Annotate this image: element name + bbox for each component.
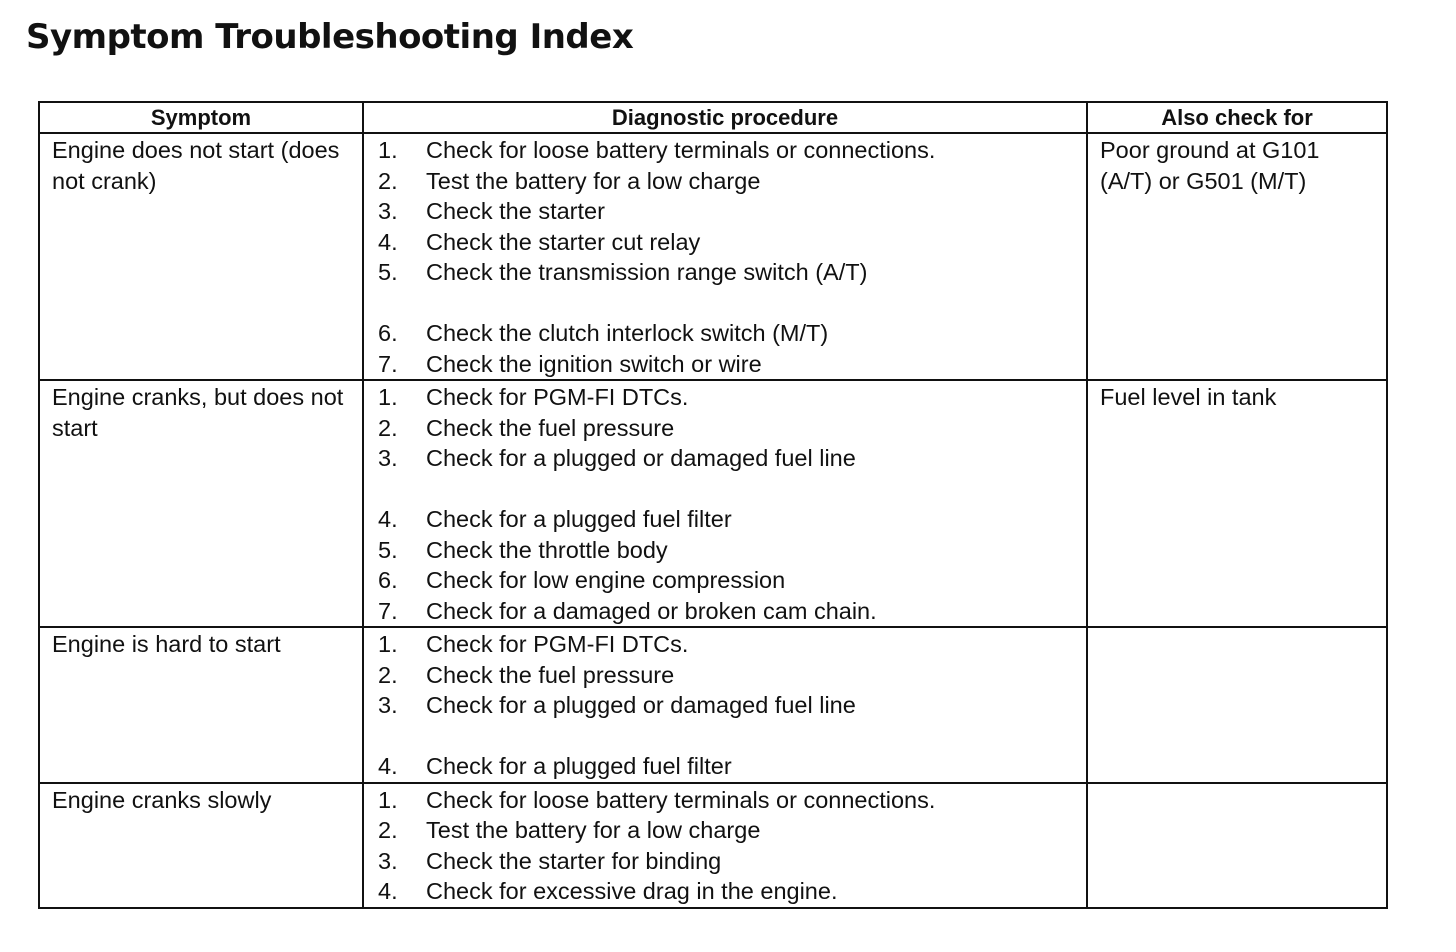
step-text: Check for a plugged or damaged fuel line xyxy=(426,445,856,471)
header-row xyxy=(39,102,1387,133)
procedure-cell xyxy=(363,380,1087,627)
step-text: Check for loose battery terminals or connections. xyxy=(426,786,936,813)
step-text: Check the clutch interlock switch (M/T) xyxy=(426,320,829,346)
procedure-step xyxy=(378,196,1082,227)
step-number: 1. xyxy=(378,137,398,163)
also-check-cell xyxy=(1087,627,1387,783)
procedure-step xyxy=(378,318,1082,349)
symptom-text: Engine cranks, but does not start xyxy=(52,384,344,441)
step-text: Check for a plugged or damaged fuel line xyxy=(426,692,856,718)
step-number: 1. xyxy=(378,631,398,657)
step-text: Check the starter cut relay xyxy=(426,228,701,255)
procedure-cell xyxy=(363,627,1087,783)
step-number: 2. xyxy=(378,414,398,441)
step-text: Test the battery for a low charge xyxy=(426,817,761,843)
step-number: 3. xyxy=(378,692,398,718)
procedure-cell xyxy=(363,783,1087,908)
step-text: Check for low engine compression xyxy=(426,567,786,593)
header-diagnostic-procedure: Diagnostic procedure xyxy=(363,102,1087,133)
step-number: 3. xyxy=(378,847,398,874)
symptom-text: Engine is hard to start xyxy=(52,631,281,657)
table-row xyxy=(39,627,1387,783)
step-number: 5. xyxy=(378,259,398,285)
step-number: 2. xyxy=(378,661,398,688)
header-symptom: Symptom xyxy=(39,102,363,133)
symptom-cell xyxy=(39,783,363,908)
procedure-step xyxy=(378,382,1082,413)
step-number: 7. xyxy=(378,350,398,377)
procedure-step xyxy=(378,876,1082,907)
step-number: 2. xyxy=(378,817,398,843)
step-text: Check the fuel pressure xyxy=(426,661,675,688)
procedure-step xyxy=(378,349,1082,380)
procedure-step xyxy=(378,565,1082,596)
page-title: Symptom Troubleshooting Index xyxy=(26,17,634,57)
procedure-step xyxy=(378,257,1082,288)
symptom-text: Engine does not start (does not crank) xyxy=(52,137,340,194)
procedure-step xyxy=(378,135,1082,166)
procedure-cell xyxy=(363,133,1087,380)
step-text: Check the starter for binding xyxy=(426,847,722,874)
step-text: Check for a plugged fuel filter xyxy=(426,506,732,532)
table-row xyxy=(39,380,1387,627)
step-number: 5. xyxy=(378,536,398,563)
step-number: 3. xyxy=(378,445,398,471)
step-text: Check for excessive drag in the engine. xyxy=(426,878,838,904)
procedure-step xyxy=(378,690,1082,721)
table-row xyxy=(39,133,1387,380)
also-check-cell xyxy=(1087,783,1387,908)
symptom-cell xyxy=(39,627,363,783)
procedure-step xyxy=(378,751,1082,782)
step-number: 1. xyxy=(378,384,398,410)
step-number: 4. xyxy=(378,878,398,904)
table-row xyxy=(39,783,1387,908)
troubleshooting-table xyxy=(38,101,1388,909)
procedure-step xyxy=(378,785,1082,816)
step-text: Check for PGM-FI DTCs. xyxy=(426,384,689,410)
also-check-cell xyxy=(1087,380,1387,627)
step-number: 3. xyxy=(378,198,398,224)
step-number: 6. xyxy=(378,567,398,593)
step-text: Check for a damaged or broken cam chain. xyxy=(426,597,877,624)
procedure-step xyxy=(378,660,1082,691)
step-text: Check the starter xyxy=(426,198,605,224)
header-also-check-for: Also check for xyxy=(1087,102,1387,133)
also-check-text: Poor ground at G101 (A/T) or G501 (M/T) xyxy=(1100,137,1320,194)
procedure-step xyxy=(378,504,1082,535)
procedure-step xyxy=(378,535,1082,566)
symptom-cell xyxy=(39,133,363,380)
procedure-step xyxy=(378,443,1082,474)
step-text: Check for PGM-FI DTCs. xyxy=(426,631,689,657)
step-number: 4. xyxy=(378,506,398,532)
procedure-step xyxy=(378,815,1082,846)
step-number: 7. xyxy=(378,597,398,624)
step-number: 2. xyxy=(378,167,398,194)
step-text: Check the ignition switch or wire xyxy=(426,350,762,377)
also-check-cell xyxy=(1087,133,1387,380)
step-number: 1. xyxy=(378,786,398,813)
step-text: Check for loose battery terminals or connections. xyxy=(426,137,936,163)
step-number: 4. xyxy=(378,228,398,255)
step-text: Check the transmission range switch (A/T) xyxy=(426,259,868,285)
procedure-step xyxy=(378,413,1082,444)
procedure-step xyxy=(378,166,1082,197)
step-text: Check the fuel pressure xyxy=(426,414,675,441)
procedure-step xyxy=(378,227,1082,258)
step-number: 4. xyxy=(378,753,398,779)
also-check-text: Fuel level in tank xyxy=(1100,384,1277,410)
procedure-step xyxy=(378,629,1082,660)
procedure-step xyxy=(378,846,1082,877)
step-text: Check the throttle body xyxy=(426,536,668,563)
symptom-text: Engine cranks slowly xyxy=(52,786,272,813)
symptom-cell xyxy=(39,380,363,627)
step-text: Test the battery for a low charge xyxy=(426,167,761,194)
step-text: Check for a plugged fuel filter xyxy=(426,753,732,779)
step-number: 6. xyxy=(378,320,398,346)
procedure-step xyxy=(378,596,1082,627)
